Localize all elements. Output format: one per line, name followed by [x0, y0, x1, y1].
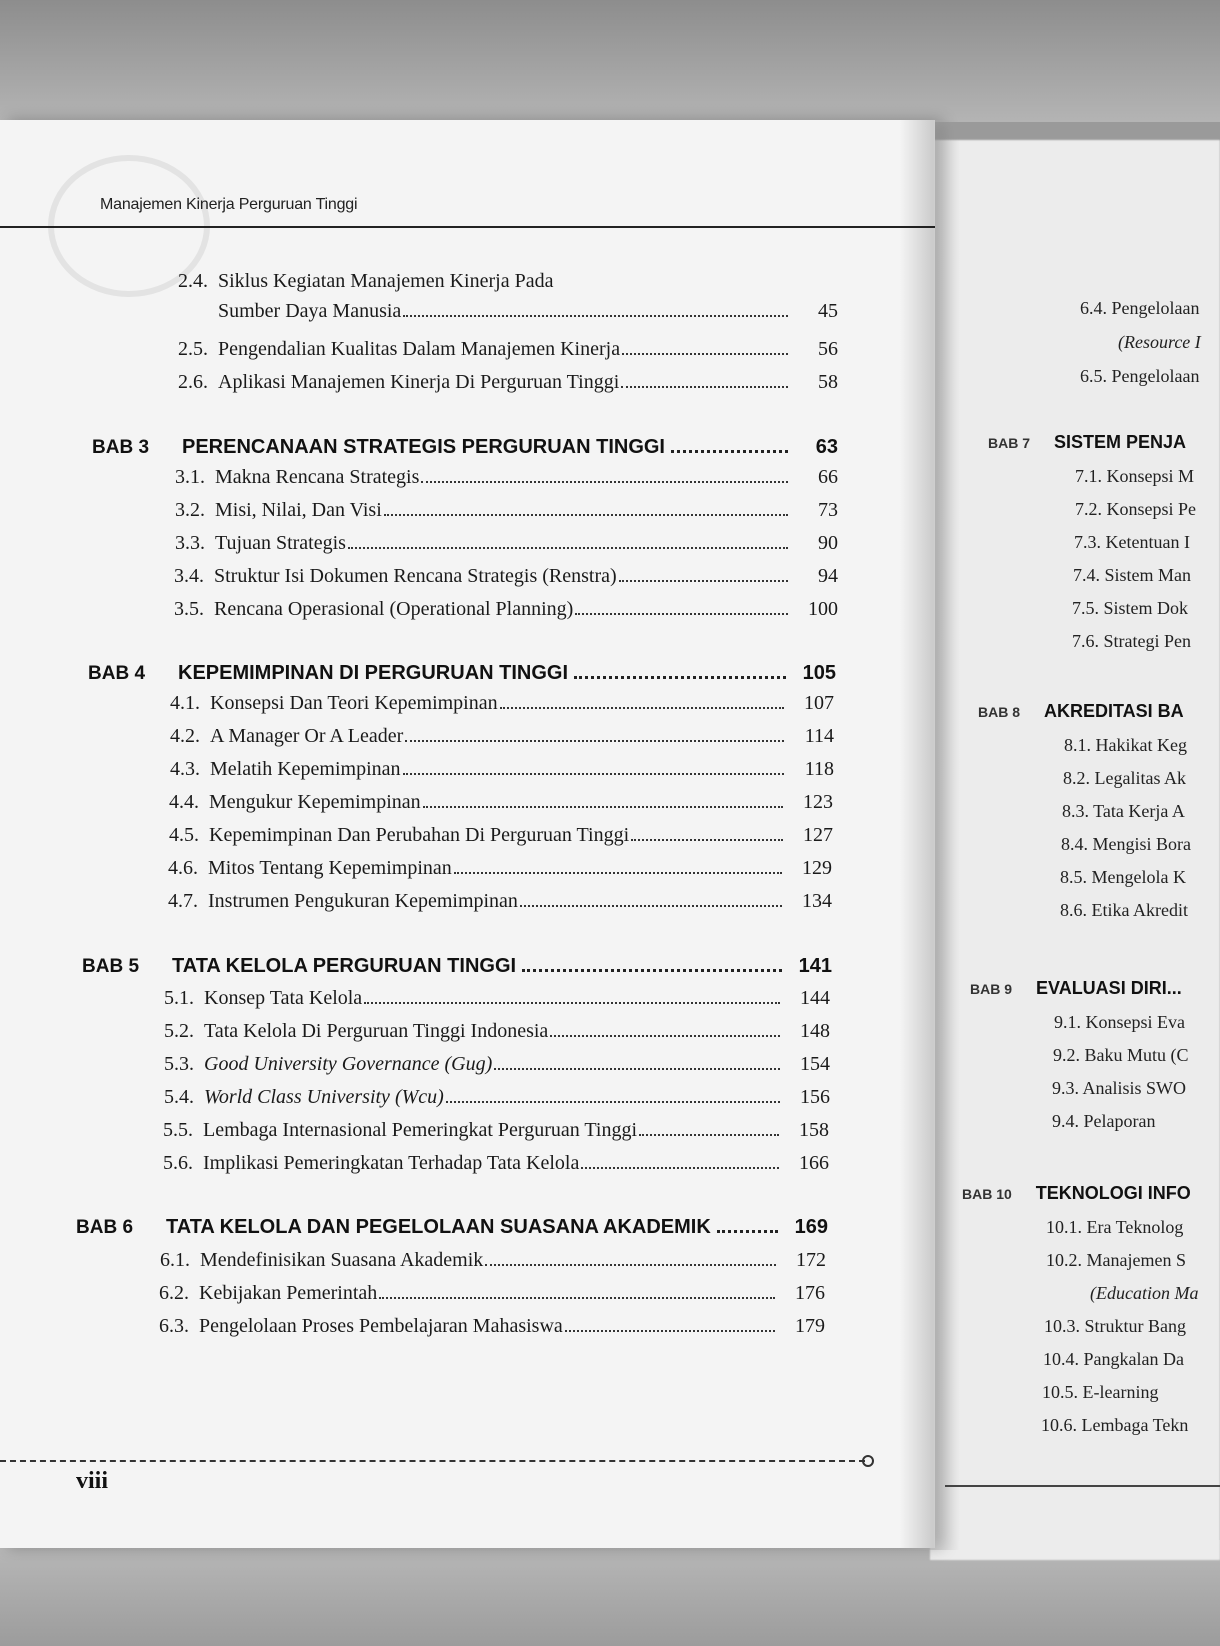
right-entry: 7.6. Strategi Pen [1072, 631, 1191, 651]
right-chapter-title: SISTEM PENJA [1054, 432, 1187, 452]
toc-entry [178, 338, 838, 361]
entry-page: 127 [803, 824, 833, 846]
toc-entry [168, 857, 832, 880]
entry-title: World Class University (Wcu) [204, 1086, 444, 1108]
toc-entry [174, 565, 838, 588]
entry-number: 2.6. [178, 371, 208, 393]
dot-leader [550, 1035, 780, 1037]
entry-title: Siklus Kegiatan Manajemen Kinerja Pada [218, 270, 554, 292]
right-chapter-heading [970, 978, 1182, 999]
right-chapter-label: BAB 7 [988, 435, 1031, 451]
right-entry: 10.6. Lembaga Tekn [1041, 1415, 1189, 1435]
right-entry: 8.1. Hakikat Keg [1064, 735, 1187, 755]
entry-number: 4.5. [169, 824, 199, 846]
right-chapter-heading [978, 701, 1184, 722]
toc-entry [164, 1020, 830, 1043]
dot-leader [522, 969, 782, 972]
dot-leader [403, 315, 788, 317]
toc-entry [178, 371, 838, 394]
dot-leader [421, 481, 788, 483]
entry-page: 158 [799, 1119, 829, 1141]
right-entry: 7.1. Konsepsi M [1075, 466, 1195, 486]
chapter-title: PERENCANAAN STRATEGIS PERGURUAN TINGGI [182, 436, 665, 458]
right-chapter-title: TEKNOLOGI INFO [1035, 1183, 1191, 1203]
entry-page: 148 [800, 1020, 830, 1042]
entry-number: 5.3. [164, 1053, 194, 1075]
entry-title: Kepemimpinan Dan Perubahan Di Perguruan Tinggi [209, 824, 630, 846]
entry-title: Konsepsi Dan Teori Kepemimpinan [210, 692, 498, 714]
entry-page: 114 [804, 725, 834, 747]
entry-title: Tujuan Strategis [215, 532, 346, 554]
entry-number: 2.4. [178, 270, 208, 292]
right-entry: 9.2. Baku Mutu (C [1053, 1045, 1189, 1065]
chapter-label: BAB 4 [88, 663, 146, 684]
toc-entry [175, 499, 838, 522]
right-chapter-label: BAB 9 [970, 981, 1013, 997]
entry-title: Implikasi Pemeringkatan Terhadap Tata Kelola [203, 1152, 580, 1174]
right-entry: 9.3. Analisis SWO [1052, 1078, 1187, 1098]
entry-title: Pengelolaan Proses Pembelajaran Mahasiswa [199, 1315, 563, 1337]
entry-page: 179 [795, 1315, 825, 1337]
entry-number: 4.6. [168, 857, 198, 879]
toc-entry [169, 791, 833, 814]
entry-title: Misi, Nilai, Dan Visi [215, 499, 382, 521]
entry-page: 123 [803, 791, 833, 813]
entry-title: A Manager Or A Leader [210, 725, 404, 747]
scanner-background-top [0, 0, 1220, 122]
entry-number: 5.5. [163, 1119, 193, 1141]
entry-title: Rencana Operasional (Operational Planning) [214, 598, 574, 620]
right-entry: 6.5. Pengelolaan [1080, 366, 1200, 386]
right-entry: 7.4. Sistem Man [1073, 565, 1192, 585]
entry-title: Lembaga Internasional Pemeringkat Perguruan Tinggi [203, 1119, 637, 1141]
toc-entry [168, 890, 832, 913]
header-rule [0, 226, 935, 228]
entry-number: 4.2. [170, 725, 200, 747]
running-head: Manajemen Kinerja Perguruan Tinggi [100, 196, 358, 213]
chapter-heading [82, 955, 832, 978]
dot-leader [581, 1167, 779, 1169]
right-entry: (Education Ma [1090, 1283, 1199, 1303]
right-entry: 7.3. Ketentuan I [1074, 532, 1190, 552]
dot-leader [446, 1101, 780, 1103]
chapter-page: 169 [794, 1216, 828, 1238]
entry-title: Pengendalian Kualitas Dalam Manajemen Kinerja [218, 338, 621, 360]
entry-number: 4.4. [169, 791, 199, 813]
entry-page: 94 [818, 565, 838, 587]
entry-page: 45 [818, 300, 838, 322]
entry-page: 58 [818, 371, 838, 393]
entry-title: Konsep Tata Kelola [204, 987, 363, 1009]
right-entry: 9.4. Pelaporan [1052, 1111, 1156, 1131]
entry-page: 66 [818, 466, 838, 488]
entry-number: 3.2. [175, 499, 205, 521]
chapter-page: 141 [798, 955, 832, 977]
toc-entry [164, 1086, 830, 1109]
chapter-page: 105 [802, 662, 836, 684]
chapter-heading [92, 436, 838, 459]
entry-title: Kebijakan Pemerintah [199, 1282, 378, 1304]
chapter-heading [88, 662, 836, 685]
toc-entry [163, 1119, 829, 1142]
right-entry: 8.6. Etika Akredit [1060, 900, 1188, 920]
toc-entry [178, 300, 838, 323]
right-chapter-heading [962, 1183, 1191, 1204]
right-entry: 8.2. Legalitas Ak [1063, 768, 1186, 788]
right-entry: 7.5. Sistem Dok [1072, 598, 1189, 618]
dot-leader [619, 580, 788, 582]
right-entry: 6.4. Pengelolaan [1080, 298, 1200, 318]
right-chapter-title: EVALUASI DIRI... [1036, 978, 1182, 998]
entry-page: 172 [796, 1249, 826, 1271]
toc-entry [164, 987, 830, 1010]
dot-leader [423, 806, 783, 808]
dot-leader [454, 872, 782, 874]
chapter-title: TATA KELOLA DAN PEGELOLAAN SUASANA AKADEMIK [166, 1216, 711, 1238]
chapter-heading [76, 1216, 828, 1239]
toc-entry [174, 598, 838, 621]
entry-number: 6.3. [159, 1315, 189, 1337]
dot-leader [384, 514, 788, 516]
dot-leader [403, 773, 784, 775]
page-folio: viii [76, 1468, 109, 1494]
entry-title: Mendefinisikan Suasana Akademik [200, 1249, 484, 1271]
entry-title: Makna Rencana Strategis [215, 466, 420, 488]
toc-entry [163, 1152, 829, 1175]
toc-entry [178, 270, 838, 293]
entry-page: 73 [818, 499, 838, 521]
entry-number: 5.6. [163, 1152, 193, 1174]
dot-leader [500, 707, 784, 709]
right-entry: (Resource I [1118, 332, 1201, 352]
entry-title: Mengukur Kepemimpinan [209, 791, 421, 813]
right-entry: 10.3. Struktur Bang [1044, 1316, 1186, 1336]
entry-number: 5.1. [164, 987, 194, 1009]
entry-number: 4.7. [168, 890, 198, 912]
chapter-label: BAB 6 [76, 1217, 134, 1238]
toc-entry [175, 532, 838, 555]
right-chapter-label: BAB 10 [962, 1186, 1012, 1202]
entry-page: 118 [804, 758, 834, 780]
dot-leader [348, 547, 788, 549]
entry-number: 2.5. [178, 338, 208, 360]
dot-leader [485, 1264, 776, 1266]
right-entry: 7.2. Konsepsi Pe [1075, 499, 1196, 519]
entry-number: 3.5. [174, 598, 204, 620]
right-chapter-heading [988, 432, 1186, 453]
dot-leader [364, 1002, 780, 1004]
right-entry: 8.4. Mengisi Bora [1061, 834, 1191, 854]
chapter-page: 63 [815, 436, 838, 458]
dot-leader [631, 839, 783, 841]
right-entry: 10.4. Pangkalan Da [1043, 1349, 1184, 1369]
dot-leader [717, 1230, 778, 1233]
right-entry: 10.5. E-learning [1042, 1382, 1159, 1402]
entry-number: 3.1. [175, 466, 205, 488]
toc-entry [175, 466, 838, 489]
right-entry: 8.5. Mengelola K [1060, 867, 1186, 887]
dot-leader [379, 1297, 775, 1299]
dot-leader [671, 450, 788, 453]
book-gutter [900, 120, 960, 1550]
entry-title: Melatih Kepemimpinan [210, 758, 401, 780]
chapter-title: TATA KELOLA PERGURUAN TINGGI [172, 955, 517, 977]
entry-page: 176 [795, 1282, 825, 1304]
chapter-label: BAB 3 [92, 437, 150, 458]
dot-leader [622, 353, 788, 355]
entry-title: Sumber Daya Manusia [218, 300, 402, 322]
entry-page: 107 [804, 692, 834, 714]
toc-entry [169, 824, 833, 847]
entry-page: 129 [802, 857, 832, 879]
dot-leader [621, 386, 788, 388]
entry-page: 166 [799, 1152, 829, 1174]
entry-number: 6.1. [160, 1249, 190, 1271]
toc-entry [164, 1053, 830, 1076]
dot-leader [639, 1134, 779, 1136]
entry-title: Tata Kelola Di Perguruan Tinggi Indonesia [204, 1020, 549, 1042]
right-chapter-title: AKREDITASI BA [1044, 701, 1184, 721]
toc-entry [159, 1282, 825, 1305]
toc-entry [159, 1315, 825, 1338]
entry-title: Struktur Isi Dokumen Rencana Strategis (Renstra) [214, 565, 617, 587]
entry-page: 100 [808, 598, 838, 620]
entry-page: 154 [800, 1053, 830, 1075]
right-chapter-label: BAB 8 [978, 704, 1021, 720]
right-footer-rule [945, 1485, 1220, 1487]
dot-leader [494, 1068, 780, 1070]
toc-entry [170, 692, 834, 715]
entry-title: Good University Governance (Gug) [204, 1053, 493, 1075]
toc-entry [170, 758, 834, 781]
toc-entry [160, 1249, 826, 1272]
footer-ornament [862, 1455, 874, 1467]
entry-title: Aplikasi Manajemen Kinerja Di Perguruan Tinggi [218, 371, 620, 393]
entry-title: Mitos Tentang Kepemimpinan [208, 857, 452, 879]
dot-leader [574, 676, 786, 679]
chapter-label: BAB 5 [82, 956, 140, 977]
entry-page: 144 [800, 987, 830, 1009]
dot-leader [575, 613, 788, 615]
dot-leader [565, 1330, 775, 1332]
entry-number: 6.2. [159, 1282, 189, 1304]
entry-page: 134 [802, 890, 832, 912]
right-entry: 10.1. Era Teknolog [1046, 1217, 1184, 1237]
entry-title: Instrumen Pengukuran Kepemimpinan [208, 890, 518, 912]
toc-entry [170, 725, 834, 748]
right-entry: 9.1. Konsepsi Eva [1054, 1012, 1185, 1032]
entry-page: 90 [818, 532, 838, 554]
entry-number: 4.1. [170, 692, 200, 714]
right-entry: 10.2. Manajemen S [1046, 1250, 1186, 1270]
dot-leader [520, 905, 782, 907]
chapter-title: KEPEMIMPINAN DI PERGURUAN TINGGI [178, 662, 569, 684]
entry-page: 56 [818, 338, 838, 360]
right-entry: 8.3. Tata Kerja A [1062, 801, 1185, 821]
dot-leader [405, 740, 784, 742]
entry-page: 156 [800, 1086, 830, 1108]
entry-number: 3.3. [175, 532, 205, 554]
footer-rule [0, 1460, 865, 1462]
entry-number: 5.4. [164, 1086, 194, 1108]
entry-number: 5.2. [164, 1020, 194, 1042]
entry-number: 4.3. [170, 758, 200, 780]
entry-number: 3.4. [174, 565, 204, 587]
